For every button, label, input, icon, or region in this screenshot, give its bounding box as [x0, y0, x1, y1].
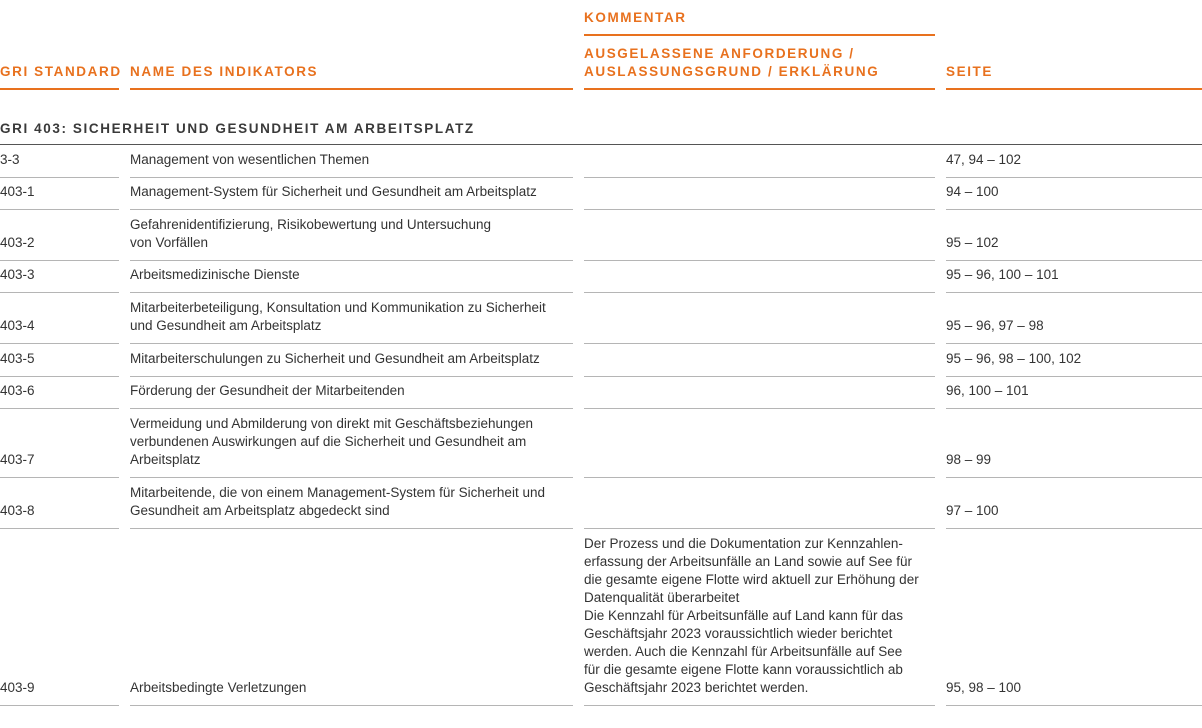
- cell-code: [0, 266, 119, 284]
- cell-name-line: Mitarbeiterbeteiligung, Konsultation und Kommunikation zu Sicherheit: [130, 300, 546, 315]
- cell-page: [946, 382, 1202, 400]
- cell-name: [130, 151, 573, 169]
- cell-comment-line: für die gesamte eigene Flotte kann voraussichtlich ab: [584, 662, 903, 677]
- cell-code-text: 403-4: [0, 318, 35, 333]
- cell-code-text: 403-2: [0, 235, 35, 250]
- row-divider: [584, 177, 935, 178]
- cell-code: [0, 298, 119, 335]
- cell-page-text: 95 – 96, 98 – 100, 102: [946, 351, 1082, 366]
- cell-comment: [584, 215, 935, 252]
- row-divider: [0, 477, 119, 478]
- cell-page-text: 95 – 102: [946, 235, 999, 250]
- cell-name-line: Mitarbeitende, die von einem Management-System für Sicherheit und: [130, 485, 545, 500]
- cell-name-line: Management-System für Sicherheit und Gesundheit am Arbeitsplatz: [130, 184, 537, 199]
- row-divider: [130, 477, 573, 478]
- header-gri-standard: GRI STANDARD: [0, 64, 122, 79]
- cell-comment-line: erfassung der Arbeitsunfälle an Land sowie auf See für: [584, 554, 912, 569]
- header-rule-col3: [584, 88, 935, 90]
- cell-code-text: 403-6: [0, 383, 35, 398]
- cell-page-text: 97 – 100: [946, 503, 999, 518]
- cell-name: [130, 349, 573, 368]
- row-divider: [584, 705, 935, 706]
- row-divider: [946, 408, 1202, 409]
- cell-code-text: 3-3: [0, 152, 20, 167]
- row-divider: [130, 376, 573, 377]
- cell-code: [0, 382, 119, 400]
- cell-code-text: 403-3: [0, 267, 35, 282]
- row-divider: [584, 408, 935, 409]
- cell-page: [946, 215, 1202, 252]
- row-divider: [946, 477, 1202, 478]
- cell-page: [946, 266, 1202, 284]
- header-kommentar-rule: [584, 34, 935, 36]
- row-divider: [946, 343, 1202, 344]
- row-divider: [946, 292, 1202, 293]
- cell-comment: [584, 151, 935, 169]
- row-divider: [0, 260, 119, 261]
- cell-code-text: 403-9: [0, 680, 35, 695]
- header-rule-col1: [0, 88, 119, 90]
- cell-name: [130, 414, 573, 469]
- cell-name-line: verbundenen Auswirkungen auf die Sicherheit und Gesundheit am: [130, 434, 527, 449]
- cell-page-text: 94 – 100: [946, 184, 999, 199]
- row-divider: [0, 209, 119, 210]
- cell-code: [0, 183, 119, 201]
- cell-page-text: 95 – 96, 100 – 101: [946, 267, 1059, 282]
- cell-comment-line: Geschäftsjahr 2023 berichtet werden.: [584, 680, 809, 695]
- row-divider: [584, 292, 935, 293]
- cell-comment-line: Geschäftsjahr 2023 voraussichtlich wieder berichtet: [584, 626, 893, 641]
- cell-code: [0, 414, 119, 469]
- cell-code-text: 403-5: [0, 351, 35, 366]
- cell-name-line: Arbeitsmedizinische Dienste: [130, 267, 300, 282]
- row-divider: [0, 705, 119, 706]
- row-divider: [0, 343, 119, 344]
- cell-name: [130, 266, 573, 284]
- cell-comment-line: Die Kennzahl für Arbeitsunfälle auf Land kann für das: [584, 608, 903, 623]
- header-rule-col2: [130, 88, 573, 90]
- cell-comment: [584, 414, 935, 469]
- cell-comment-line: Datenqualität überarbeitet: [584, 590, 740, 605]
- cell-comment: [584, 382, 935, 400]
- row-divider: [584, 376, 935, 377]
- cell-comment: [584, 183, 935, 201]
- cell-comment: [584, 349, 935, 368]
- row-divider: [130, 705, 573, 706]
- cell-name: [130, 298, 573, 335]
- row-divider: [946, 376, 1202, 377]
- cell-code: [0, 534, 119, 697]
- cell-name: [130, 483, 573, 520]
- cell-name: [130, 215, 573, 252]
- cell-code-text: 403-7: [0, 452, 35, 467]
- cell-page-text: 47, 94 – 102: [946, 152, 1022, 167]
- cell-page-text: 95 – 96, 97 – 98: [946, 318, 1044, 333]
- cell-name-line: Gefahrenidentifizierung, Risikobewertung und Untersuchung: [130, 217, 491, 232]
- row-divider: [0, 292, 119, 293]
- row-divider: [0, 528, 119, 529]
- header-name-des-indikators: NAME DES INDIKATORS: [130, 64, 319, 79]
- row-divider: [130, 343, 573, 344]
- row-divider: [584, 209, 935, 210]
- cell-comment: [584, 298, 935, 335]
- cell-comment: [584, 483, 935, 520]
- cell-comment: [584, 266, 935, 284]
- cell-page: [946, 534, 1202, 697]
- header-ausgelassene: [584, 45, 935, 81]
- row-divider: [130, 209, 573, 210]
- row-divider: [0, 376, 119, 377]
- cell-name-line: Arbeitsplatz: [130, 452, 201, 467]
- row-divider: [946, 209, 1202, 210]
- cell-name: [130, 183, 573, 201]
- row-divider: [130, 408, 573, 409]
- cell-name-line: Förderung der Gesundheit der Mitarbeitenden: [130, 383, 405, 398]
- row-divider: [584, 528, 935, 529]
- header-ausgelassene-line1: AUSGELASSENE ANFORDERUNG /: [584, 46, 855, 61]
- section-rule: [0, 144, 1202, 145]
- row-divider: [584, 343, 935, 344]
- cell-code-text: 403-1: [0, 184, 35, 199]
- row-divider: [130, 292, 573, 293]
- header-seite: SEITE: [946, 64, 994, 79]
- row-divider: [946, 528, 1202, 529]
- row-divider: [946, 705, 1202, 706]
- cell-comment-line: Der Prozess und die Dokumentation zur Kennzahlen-: [584, 536, 903, 551]
- cell-page: [946, 183, 1202, 201]
- cell-code: [0, 349, 119, 368]
- row-divider: [130, 177, 573, 178]
- cell-name-line: Management von wesentlichen Themen: [130, 152, 370, 167]
- row-divider: [946, 260, 1202, 261]
- cell-name-line: Vermeidung und Abmilderung von direkt mit Geschäftsbeziehungen: [130, 416, 533, 431]
- cell-page: [946, 349, 1202, 368]
- header-rule-col4: [946, 88, 1202, 90]
- cell-name-line: von Vorfällen: [130, 235, 209, 250]
- cell-page: [946, 151, 1202, 169]
- cell-page: [946, 414, 1202, 469]
- cell-name: [130, 382, 573, 400]
- row-divider: [0, 177, 119, 178]
- row-divider: [584, 477, 935, 478]
- cell-comment-line: werden. Auch die Kennzahl für Arbeitsunfälle auf See: [584, 644, 903, 659]
- header-kommentar: KOMMENTAR: [584, 10, 687, 25]
- cell-code-text: 403-8: [0, 503, 35, 518]
- cell-name: [130, 534, 573, 697]
- cell-page-text: 98 – 99: [946, 452, 992, 467]
- cell-name-line: Arbeitsbedingte Verletzungen: [130, 680, 307, 695]
- cell-name-line: Gesundheit am Arbeitsplatz abgedeckt sind: [130, 503, 390, 518]
- row-divider: [130, 260, 573, 261]
- row-divider: [946, 177, 1202, 178]
- row-divider: [130, 528, 573, 529]
- cell-page: [946, 483, 1202, 520]
- cell-comment-line: die gesamte eigene Flotte wird aktuell zur Erhöhung der: [584, 572, 919, 587]
- cell-page-text: 95, 98 – 100: [946, 680, 1022, 695]
- cell-comment: [584, 534, 935, 697]
- cell-page-text: 96, 100 – 101: [946, 383, 1029, 398]
- row-divider: [0, 408, 119, 409]
- cell-code: [0, 483, 119, 520]
- header-ausgelassene-line2: AUSLASSUNGSGRUND / ERKLÄRUNG: [584, 64, 880, 79]
- row-divider: [584, 260, 935, 261]
- cell-code: [0, 215, 119, 252]
- cell-code: [0, 151, 119, 169]
- cell-page: [946, 298, 1202, 335]
- cell-name-line: und Gesundheit am Arbeitsplatz: [130, 318, 322, 333]
- cell-name-line: Mitarbeiterschulungen zu Sicherheit und Gesundheit am Arbeitsplatz: [130, 351, 540, 366]
- section-title: GRI 403: SICHERHEIT UND GESUNDHEIT AM ARBEITSPLATZ: [0, 121, 475, 136]
